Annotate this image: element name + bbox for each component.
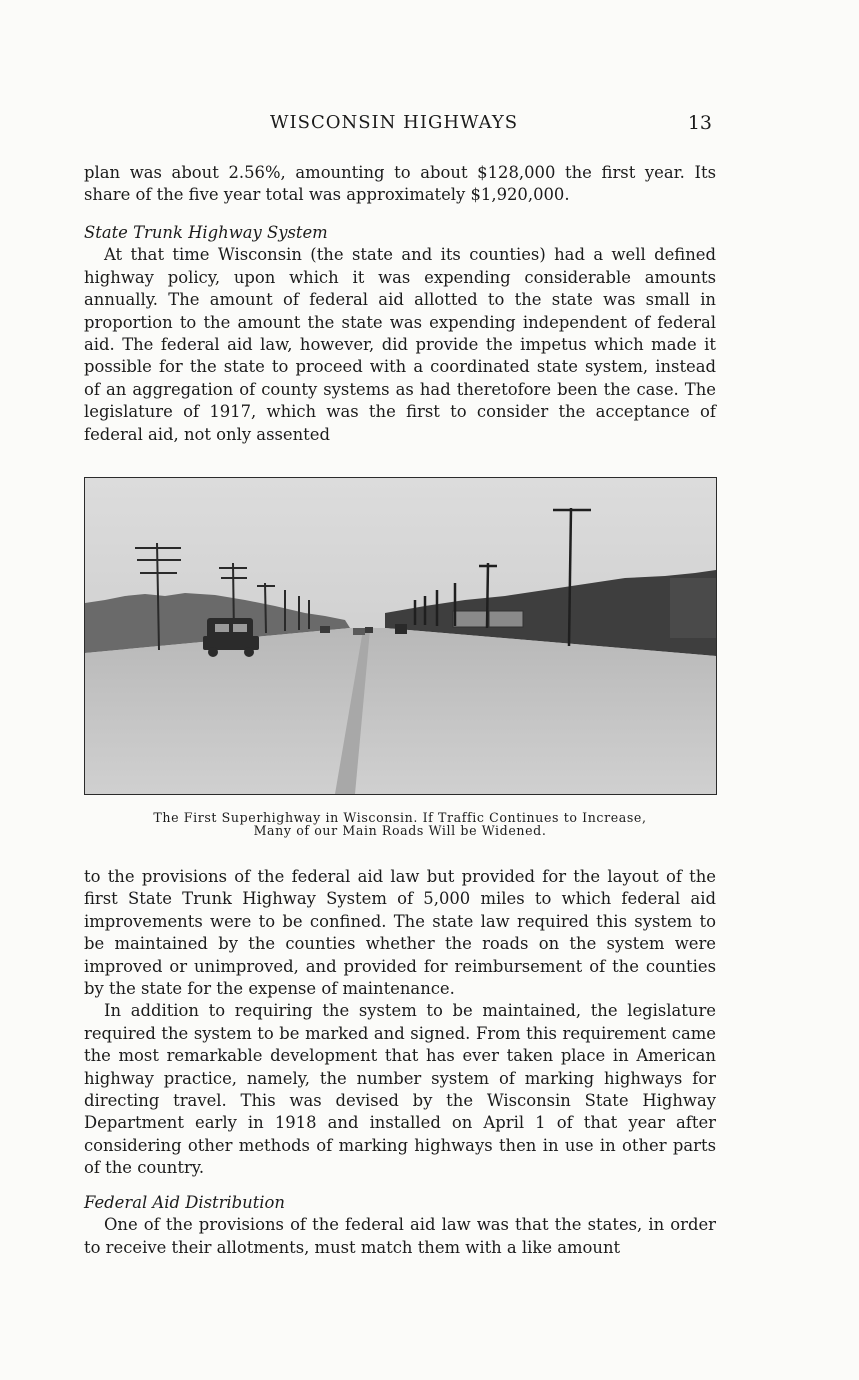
running-title: WISCONSIN HIGHWAYS [270, 112, 519, 133]
photo-caption [84, 811, 716, 837]
intro-paragraph: plan was about 2.56%, amounting to about $128,000 the first year. Its share of the five year total was approximately $1,920,000. [84, 163, 716, 205]
paragraph: to the provisions of the federal aid law but provided for the layout of the first State Trunk Highway System of 5,000 miles to which federal aid improvements were to be confined. The state law required this system to be maintained by the counties whether the roads on the system were improved or unimproved, and provided for reimbursement of the counties by the state for the expense of maintenance. [84, 867, 716, 999]
paragraph: One of the provisions of the federal aid law was that the states, in order to receive their allotments, must match them with a like amount [84, 1215, 716, 1257]
section-state-trunk [84, 222, 716, 446]
intro-block [84, 162, 716, 207]
caption-line: The First Superhighway in Wisconsin. If Traffic Continues to Increase, [153, 810, 647, 825]
caption-line: Many of our Main Roads Will be Widened. [253, 823, 547, 838]
highway-photograph [84, 477, 717, 795]
page-header [84, 112, 716, 138]
section-heading: Federal Aid Distribution [84, 1192, 285, 1212]
paragraph: In addition to requiring the system to be maintained, the legislature required the system to be marked and signed. From this requirement came the most remarkable development that has ever taken place in American highway practice, namely, the number system of marking highways for directing travel. This was devised by the Wisconsin State Highway Department early in 1918 and installed on April 1 of that year after considering other methods of marking highways then in use in other parts of the country. [84, 1001, 716, 1178]
highway-photo-illustration [85, 478, 716, 794]
section-heading: State Trunk Highway System [84, 223, 328, 242]
paragraph: At that time Wisconsin (the state and its counties) had a well defined highway policy, upon which it was expending considerable amounts annually. The amount of federal aid allotted to the state was small in proportion to the amount the state was expending independent of federal aid. The federal aid law, however, did provide the impetus which made it possible for the state to proceed with a coordinated state system, instead of an aggregation of county systems as had theretofore been the case. The legislature of 1917, which was the first to consider the acceptance of federal aid, not only assented [84, 245, 716, 444]
page-number: 13 [687, 112, 712, 134]
continuation-block [84, 866, 716, 1259]
